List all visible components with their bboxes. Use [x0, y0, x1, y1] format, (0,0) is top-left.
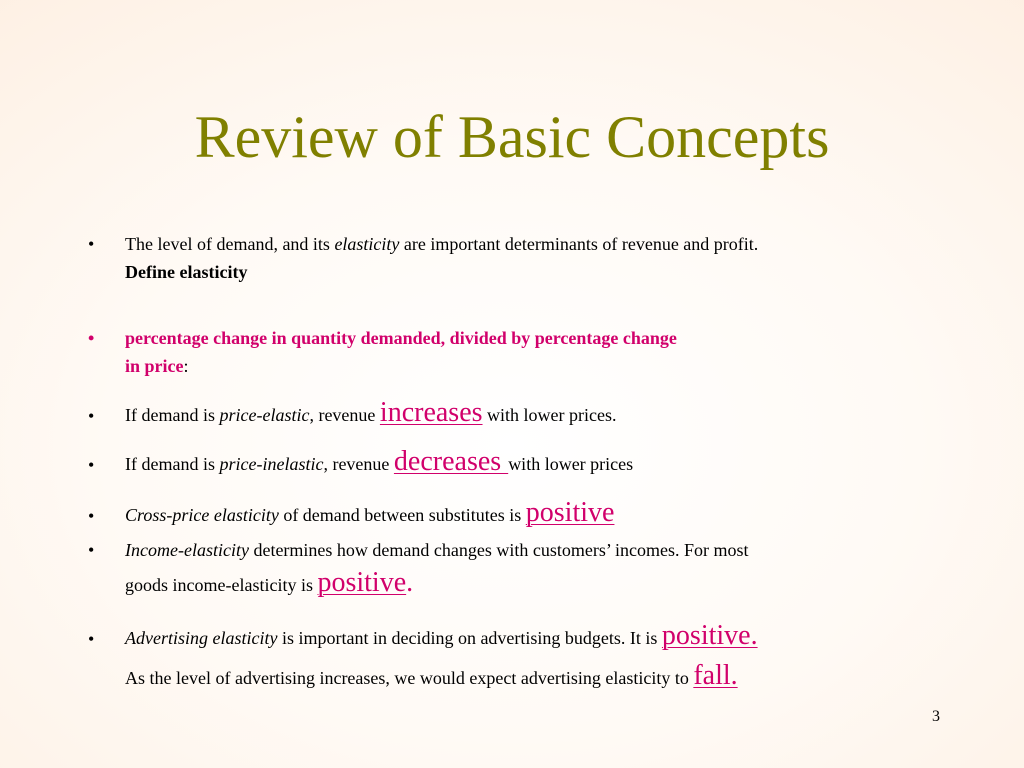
- italic-term: price-elastic: [219, 405, 310, 425]
- bullet-text: [125, 230, 935, 286]
- text-run: with lower prices.: [482, 405, 617, 425]
- text-run: of demand between substitutes is: [278, 505, 526, 525]
- bullet-line: [125, 657, 935, 697]
- bullet-text: [125, 617, 935, 697]
- text-run: If demand is: [125, 454, 220, 474]
- italic-term: Advertising elasticity: [125, 628, 278, 648]
- highlight-word: increases: [379, 397, 483, 428]
- bullet-text: [125, 394, 935, 434]
- text-run: are important determinants of revenue and profit.: [399, 234, 759, 254]
- bullet-marker: •: [88, 506, 95, 526]
- italic-term: price-inelastic: [219, 454, 324, 474]
- italic-term: elasticity: [334, 234, 400, 254]
- bullet-marker: •: [88, 455, 95, 475]
- bold-line: Define elasticity: [125, 262, 248, 282]
- text-run: goods income-elasticity is: [125, 575, 318, 595]
- text-run: , revenue: [309, 405, 380, 425]
- bullet-text: [125, 494, 935, 534]
- highlight-word: positive: [525, 497, 615, 528]
- highlight-word: decreases: [393, 446, 509, 477]
- bullet-text: [125, 443, 935, 483]
- definition-line: percentage change in quantity demanded, divided by percentage change: [125, 328, 677, 348]
- text-run: , revenue: [323, 454, 394, 474]
- italic-term: Income-elasticity: [125, 540, 249, 560]
- slide-title: Review of Basic Concepts: [194, 104, 830, 170]
- page-number: 3: [932, 708, 940, 725]
- text-run: determines how demand changes with customers’ incomes. For most: [248, 540, 749, 560]
- bullet-marker: •: [88, 629, 95, 649]
- bullet-marker: •: [88, 540, 95, 560]
- bullet-marker: •: [88, 406, 95, 426]
- colon: :: [183, 356, 189, 376]
- bullet-line: [125, 230, 935, 258]
- text-run: As the level of advertising increases, we would expect advertising elasticity to: [125, 668, 694, 688]
- highlight-word: positive: [317, 567, 407, 598]
- definition-text: in price: [125, 356, 184, 376]
- bullet-marker: •: [88, 234, 95, 254]
- bullet-text: [125, 324, 935, 380]
- bullet-line: [125, 617, 935, 657]
- text-run: If demand is: [125, 405, 220, 425]
- bullet-line: [125, 564, 935, 604]
- italic-term: Cross-price elasticity: [125, 505, 279, 525]
- definition-line: [125, 352, 935, 380]
- text-run: The level of demand, and its: [125, 234, 335, 254]
- highlight-word: positive.: [661, 620, 758, 651]
- highlight-punctuation: .: [406, 567, 414, 598]
- bullet-marker: •: [88, 328, 95, 348]
- highlight-word: fall.: [693, 660, 738, 691]
- text-run: with lower prices: [508, 454, 634, 474]
- bullet-line: [125, 536, 935, 564]
- bullet-text: [125, 536, 935, 604]
- text-run: is important in deciding on advertising budgets. It is: [277, 628, 662, 648]
